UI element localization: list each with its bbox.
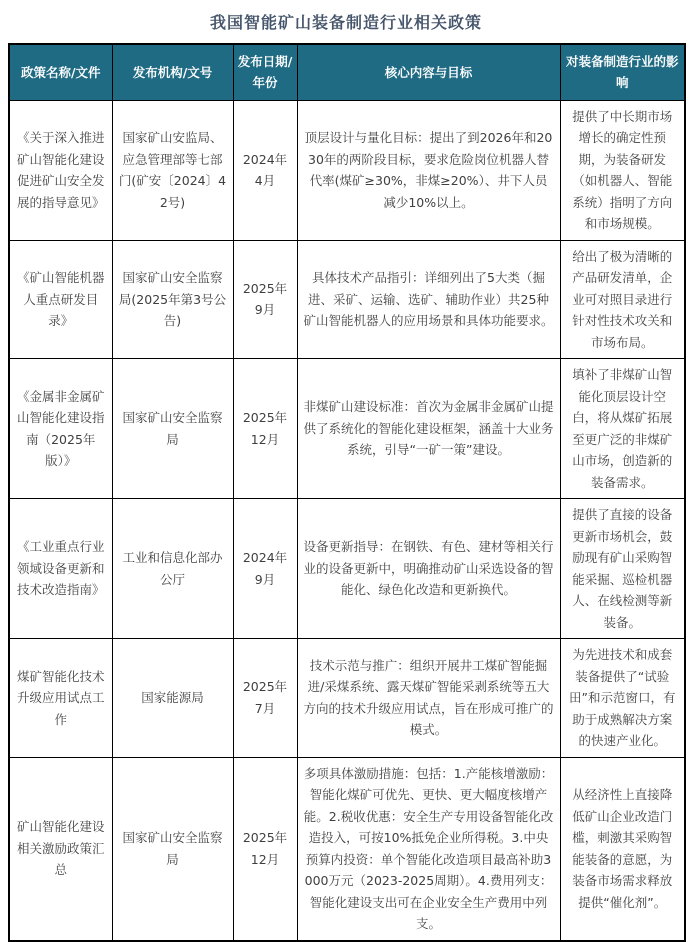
core-content-cell: 顶层设计与量化目标：提出了到2026年和2030年的两阶段目标，要求危险岗位机器人替代率(煤矿≥30%，非煤≥20%）、井下人员减少10%以上。 — [297, 100, 560, 240]
policy-name-cell: 矿山智能化建设相关激励政策汇总 — [9, 757, 112, 941]
core-content-cell: 非煤矿山建设标准：首次为金属非金属矿山提供了系统化的智能化建设框架，涵盖十大业务系统，引导“一矿一策”建设。 — [297, 359, 560, 499]
agency-cell: 国家矿山安全监察局(2025年第3号公告) — [112, 240, 233, 359]
core-content-cell: 技术示范与推广：组织开展井工煤矿智能掘进/采煤系统、露天煤矿智能采剥系统等五大方向的技术升级应用试点，旨在形成可推广的模式。 — [297, 639, 560, 758]
impact-cell: 填补了非煤矿山智能化顶层设计空白，将从煤矿拓展至更广泛的非煤矿山市场，创造新的装备需求。 — [560, 359, 685, 499]
column-header-policy-name: 政策名称/文件 — [9, 44, 112, 100]
date-cell: 2024年4月 — [233, 100, 297, 240]
policy-name-cell: 《工业重点行业领域设备更新和技术改造指南》 — [9, 499, 112, 639]
policy-table — [8, 43, 686, 942]
header-row — [9, 44, 685, 100]
table-row — [9, 639, 685, 758]
page-title: 我国智能矿山装备制造行业相关政策 — [209, 13, 482, 32]
policy-name-cell: 《金属非金属矿山智能化建设指南（2025年版）》 — [9, 359, 112, 499]
date-cell: 2024年9月 — [233, 499, 297, 639]
agency-cell: 国家能源局 — [112, 639, 233, 758]
column-header-agency: 发布机构/文号 — [112, 44, 233, 100]
core-content-cell: 多项具体激励措施：包括：1.产能核增激励：智能化煤矿可优先、更快、更大幅度核增产能。2.税收优惠：安全生产专用设备智能化改造投入，可按10%抵免企业所得税。3.中央预算内投资：单个智能化改造项目最高补助3000万元（2023-2025周期）。4.费用列支：智能化建设支出可在企业安全生产费用中列支。 — [297, 757, 560, 941]
table-row — [9, 359, 685, 499]
impact-cell: 提供了中长期市场增长的确定性预期，为装备研发（如机器人、智能系统）指明了方向和市场规模。 — [560, 100, 685, 240]
policy-name-cell: 《关于深入推进矿山智能化建设促进矿山安全发展的指导意见》 — [9, 100, 112, 240]
column-header-date: 发布日期/年份 — [233, 44, 297, 100]
table-row — [9, 100, 685, 240]
agency-cell: 国家矿山安监局、应急管理部等七部门(矿安〔2024〕42号) — [112, 100, 233, 240]
table-row — [9, 757, 685, 941]
date-cell: 2025年12月 — [233, 359, 297, 499]
date-cell: 2025年12月 — [233, 757, 297, 941]
impact-cell: 提供了直接的设备更新市场机会，鼓励现有矿山采购智能采掘、巡检机器人、在线检测等新装备。 — [560, 499, 685, 639]
table-row — [9, 240, 685, 359]
policy-name-cell: 煤矿智能化技术升级应用试点工作 — [9, 639, 112, 758]
impact-cell: 给出了极为清晰的产品研发清单，企业可对照目录进行针对性技术攻关和市场布局。 — [560, 240, 685, 359]
date-cell: 2025年7月 — [233, 639, 297, 758]
column-header-core-content: 核心内容与目标 — [297, 44, 560, 100]
agency-cell: 国家矿山安全监察局 — [112, 757, 233, 941]
impact-cell: 从经济性上直接降低矿山企业改造门槛，刺激其采购智能装备的意愿，为装备市场需求释放提供“催化剂”。 — [560, 757, 685, 941]
date-cell: 2025年9月 — [233, 240, 297, 359]
agency-cell: 工业和信息化部办公厅 — [112, 499, 233, 639]
agency-cell: 国家矿山安全监察局 — [112, 359, 233, 499]
core-content-cell: 具体技术产品指引：详细列出了5大类（掘进、采矿、运输、选矿、辅助作业）共25种矿山智能机器人的应用场景和具体功能要求。 — [297, 240, 560, 359]
table-row — [9, 499, 685, 639]
impact-cell: 为先进技术和成套装备提供了“试验田”和示范窗口，有助于成熟解决方案的快速产业化。 — [560, 639, 685, 758]
policy-name-cell: 《矿山智能机器人重点研发目录》 — [9, 240, 112, 359]
column-header-industry-impact: 对装备制造行业的影响 — [560, 44, 685, 100]
core-content-cell: 设备更新指导：在钢铁、有色、建材等相关行业的设备更新中，明确推动矿山采选设备的智能化、绿色化改造和更新换代。 — [297, 499, 560, 639]
